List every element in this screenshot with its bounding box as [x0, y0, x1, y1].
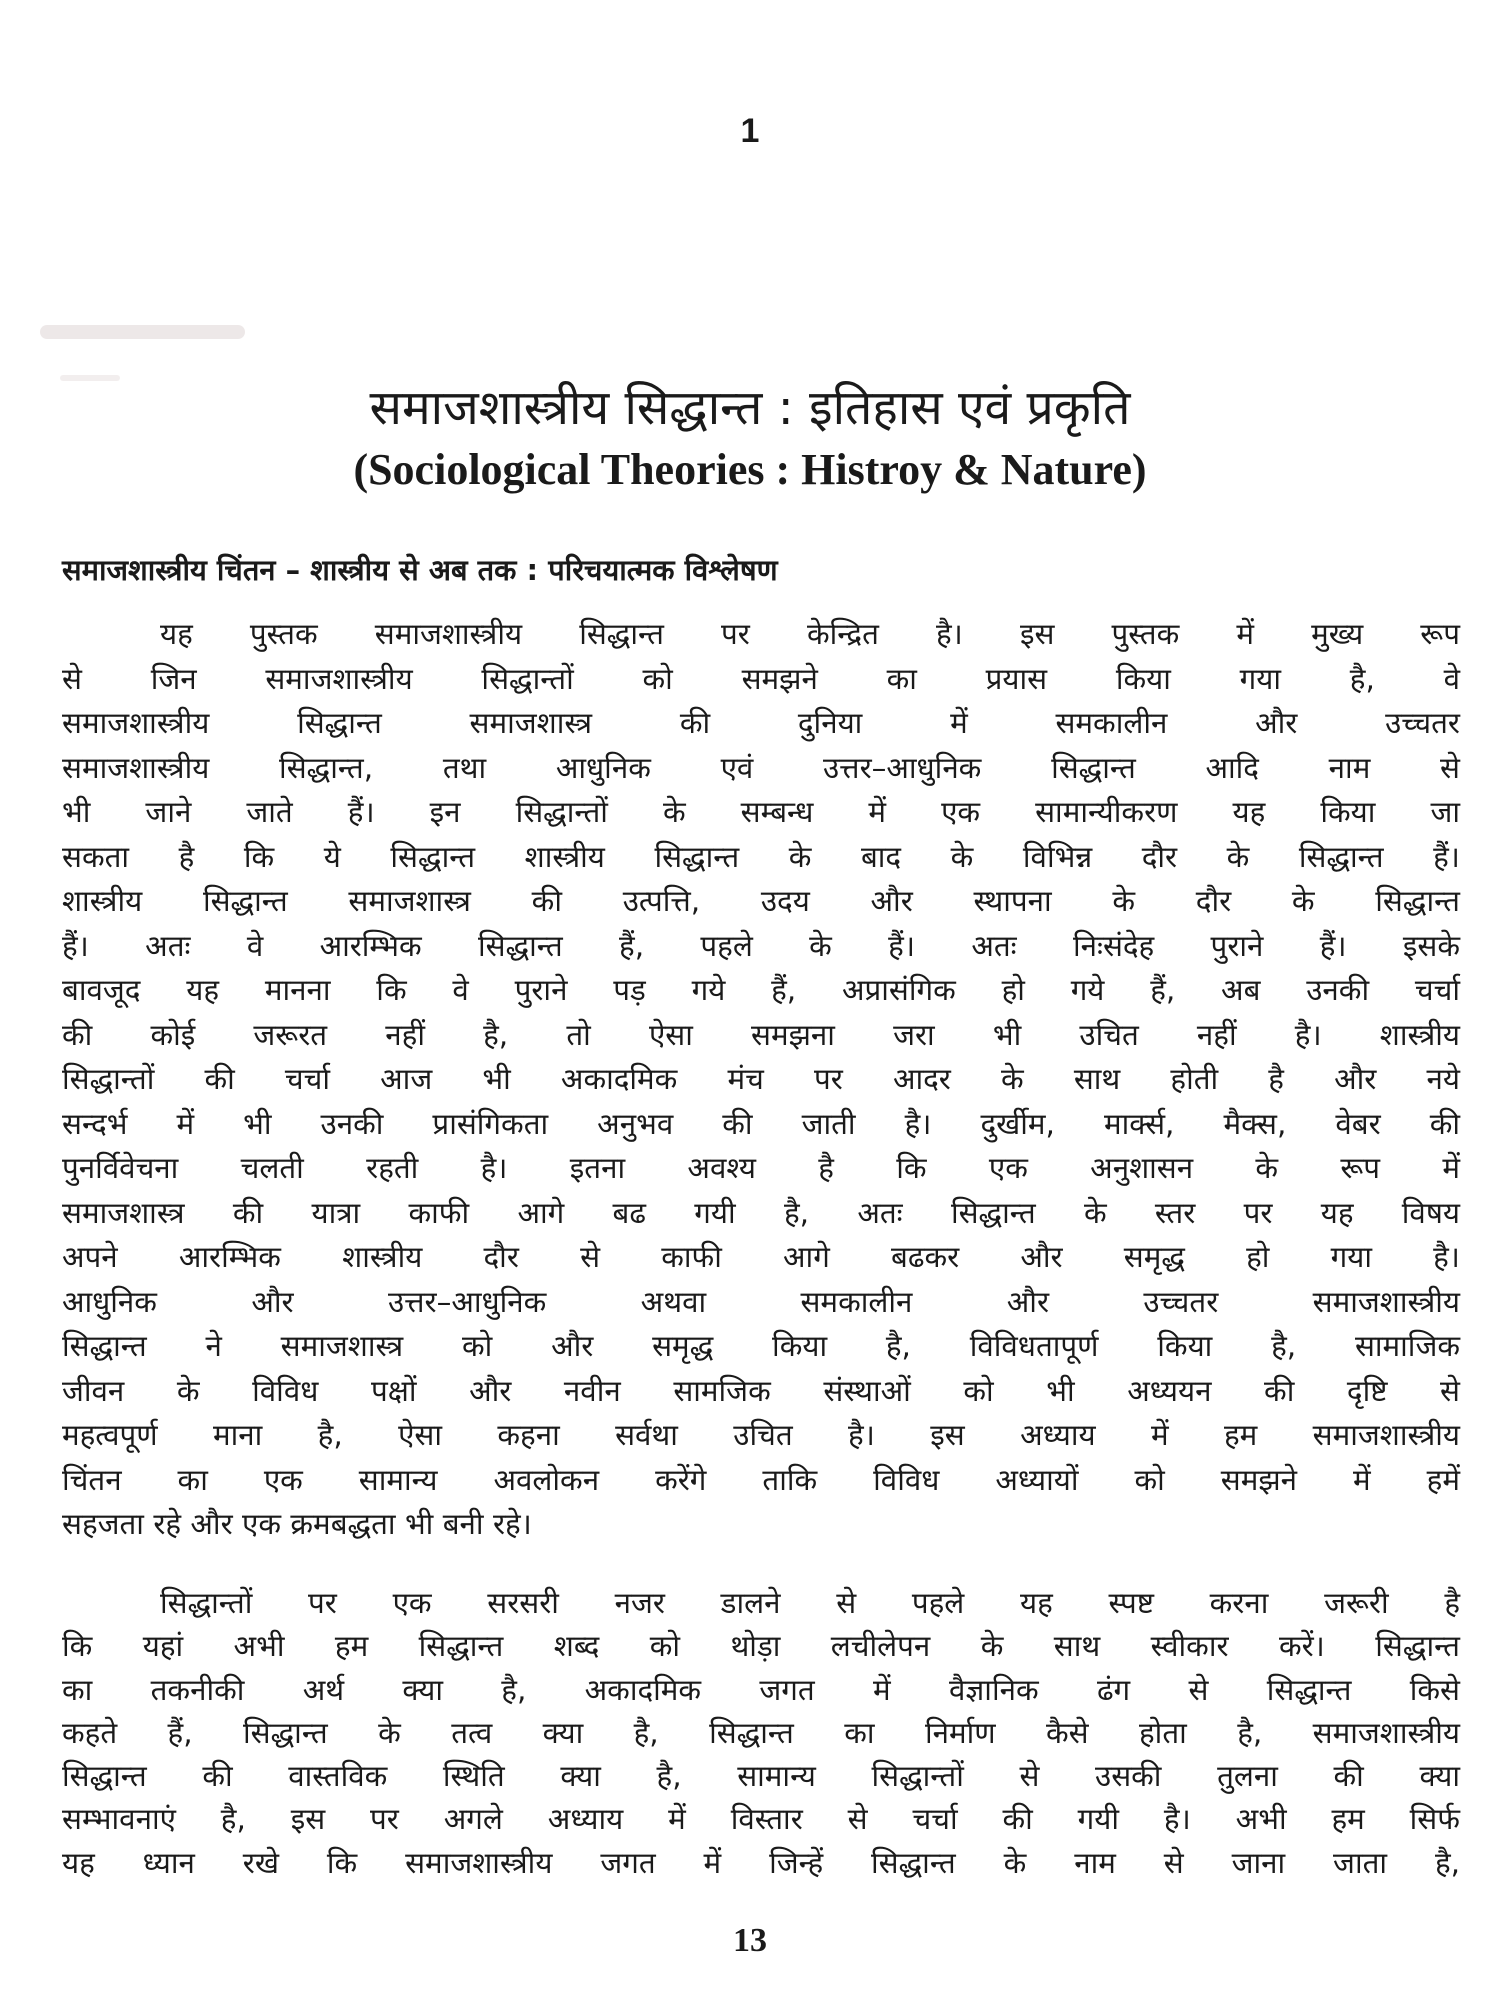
text-line: का तकनीकी अर्थ क्या है, अकादमिक जगत में वैज्ञानिक ढंग से सिद्धान्त किसे: [62, 1672, 1460, 1707]
text-line: चिंतन का एक सामान्य अवलोकन करेंगे ताकि विविध अध्यायों को समझने में हमें: [62, 1462, 1460, 1497]
paragraph: [62, 612, 1460, 1547]
paragraph: [62, 1582, 1460, 1885]
text-line: समाजशास्त्रीय सिद्धान्त, तथा आधुनिक एवं उत्तर–आधुनिक सिद्धान्त आदि नाम से: [62, 750, 1460, 785]
text-line: अपने आरम्भिक शास्त्रीय दौर से काफी आगे बढकर और समृद्ध हो गया है।: [62, 1240, 1460, 1274]
section-heading: समाजशास्त्रीय चिंतन – शास्त्रीय से अब तक : परिचयात्मक विश्लेषण: [62, 553, 778, 587]
text-line: कहते हैं, सिद्धान्त के तत्व क्या है, सिद्धान्त का निर्माण कैसे होता है, समाजशास्त्रीय: [62, 1715, 1460, 1750]
text-line: यह ध्यान रखे कि समाजशास्त्रीय जगत में जिन्हें सिद्धान्त के नाम से जाना जाता है,: [62, 1845, 1460, 1880]
text-line: सिद्धान्तों की चर्चा आज भी अकादमिक मंच पर आदर के साथ होती है और नये: [62, 1062, 1460, 1096]
text-line: यह पुस्तक समाजशास्त्रीय सिद्धान्त पर केन्द्रित है। इस पुस्तक में मुख्य रूप: [160, 617, 1460, 651]
chapter-title-hindi: समाजशास्त्रीय सिद्धान्त : इतिहास एवं प्रकृति: [369, 380, 1131, 436]
page-number: 13: [733, 1922, 767, 1959]
text-line: समाजशास्त्रीय सिद्धान्त समाजशास्त्र की दुनिया में समकालीन और उच्चतर: [62, 706, 1460, 740]
text-line: सन्दर्भ में भी उनकी प्रासंगिकता अनुभव की जाती है। दुर्खीम, मार्क्स, मैक्स, वेबर की: [62, 1106, 1460, 1141]
text-line: सम्भावनाएं है, इस पर अगले अध्याय में विस्तार से चर्चा की गयी है। अभी हम सिर्फ: [62, 1802, 1460, 1837]
text-line: बावजूद यह मानना कि वे पुराने पड़ गये हैं, अप्रासंगिक हो गये हैं, अब उनकी चर्चा: [62, 973, 1460, 1007]
text-line: से जिन समाजशास्त्रीय सिद्धान्तों को समझने का प्रयास किया गया है, वे: [62, 661, 1460, 696]
text-line: सकता है कि ये सिद्धान्त शास्त्रीय सिद्धान्त के बाद के विभिन्न दौर के सिद्धान्त हैं।: [62, 839, 1460, 874]
text-line: पुनर्विवेचना चलती रहती है। इतना अवश्य है कि एक अनुशासन के रूप में: [62, 1151, 1460, 1185]
text-line: कि यहां अभी हम सिद्धान्त शब्द को थोड़ा लचीलेपन के साथ स्वीकार करें। सिद्धान्त: [62, 1629, 1460, 1664]
text-line: सिद्धान्त ने समाजशास्त्र को और समृद्ध किया है, विविधतापूर्ण किया है, सामाजिक: [62, 1329, 1460, 1363]
text-line: महत्वपूर्ण माना है, ऐसा कहना सर्वथा उचित है। इस अध्याय में हम समाजशास्त्रीय: [62, 1418, 1460, 1452]
text-line: शास्त्रीय सिद्धान्त समाजशास्त्र की उत्पत्ति, उदय और स्थापना के दौर के सिद्धान्त: [62, 884, 1460, 918]
chapter-number: 1: [740, 112, 760, 150]
scan-smudge: [40, 325, 245, 339]
text-line: जीवन के विविध पक्षों और नवीन सामजिक संस्थाओं को भी अध्ययन की दृष्टि से: [62, 1373, 1460, 1408]
text-line: सिद्धान्तों पर एक सरसरी नजर डालने से पहले यह स्पष्ट करना जरूरी है: [160, 1586, 1460, 1620]
chapter-title-english: (Sociological Theories : Histroy & Nature): [353, 445, 1147, 494]
text-line: सिद्धान्त की वास्तविक स्थिति क्या है, सामान्य सिद्धान्तों से उसकी तुलना की क्या: [62, 1759, 1460, 1794]
text-line: सहजता रहे और एक क्रमबद्धता भी बनी रहे।: [62, 1507, 532, 1541]
text-line: समाजशास्त्र की यात्रा काफी आगे बढ गयी है, अतः सिद्धान्त के स्तर पर यह विषय: [62, 1195, 1460, 1230]
text-line: आधुनिक और उत्तर–आधुनिक अथवा समकालीन और उच्चतर समाजशास्त्रीय: [62, 1284, 1460, 1319]
text-line: हैं। अतः वे आरम्भिक सिद्धान्त हैं, पहले के हैं। अतः निःसंदेह पुराने हैं। इसके: [62, 928, 1460, 963]
text-line: भी जाने जाते हैं। इन सिद्धान्तों के सम्बन्ध में एक सामान्यीकरण यह किया जा: [62, 795, 1460, 829]
text-line: की कोई जरूरत नहीं है, तो ऐसा समझना जरा भी उचित नहीं है। शास्त्रीय: [62, 1017, 1460, 1052]
